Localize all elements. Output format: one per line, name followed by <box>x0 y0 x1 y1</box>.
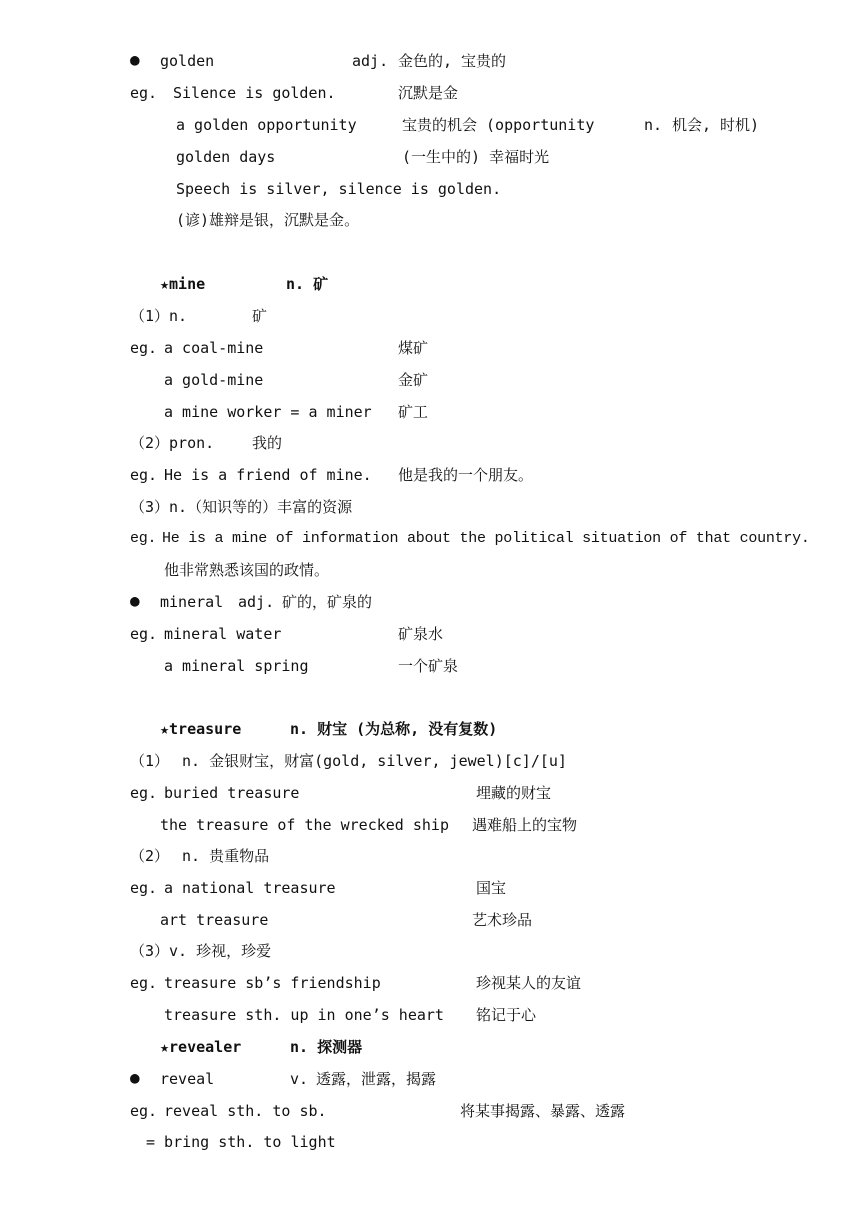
example-chinese: 将某事揭露、暴露、透露 <box>460 1102 626 1120</box>
example-chinese: 矿工 <box>398 403 429 421</box>
entry-word: reveal <box>160 1070 215 1088</box>
section-heading-meaning: n. 探测器 <box>290 1038 363 1056</box>
sense-label: （3）n.（知识等的）丰富的资源 <box>130 498 353 516</box>
sense-label: （2） <box>130 847 170 865</box>
section-heading: ★treasure <box>160 720 242 738</box>
sense-label: （3）v. 珍视，珍爱 <box>130 942 272 960</box>
example-english: a coal-mine <box>164 339 264 357</box>
eg-label: eg. <box>130 974 158 992</box>
example-chinese: (一生中的) 幸福时光 <box>402 148 550 166</box>
section-heading: ★revealer <box>160 1038 242 1056</box>
example-chinese: 一个矿泉 <box>398 657 459 675</box>
example-english: treasure sb’s friendship <box>164 974 381 992</box>
eg-label: eg. <box>130 879 158 897</box>
example-chinese: 煤矿 <box>398 339 429 357</box>
example-chinese: 他非常熟悉该国的政情。 <box>164 561 330 579</box>
eg-label: eg. <box>130 530 157 547</box>
section-heading-meaning: n. 财宝 (为总称, 没有复数) <box>290 720 498 738</box>
example-english: He is a friend of mine. <box>164 466 372 484</box>
example-english: a gold-mine <box>164 371 264 389</box>
example-english: a mine worker = a miner <box>164 403 372 421</box>
example-english: a national treasure <box>164 879 336 897</box>
sense-meaning: n. 贵重物品 <box>182 847 270 865</box>
example-english: the treasure of the wrecked ship <box>160 816 449 834</box>
part-of-speech: adj. <box>352 52 389 70</box>
entry-meaning: 矿的，矿泉的 <box>282 593 373 611</box>
note-meaning: 机会, 时机) <box>672 116 760 134</box>
entry-meaning: 透露，泄露，揭露 <box>316 1070 437 1088</box>
sense-label: （1）n. <box>130 307 188 325</box>
bullet: ● <box>130 50 140 69</box>
bullet: ● <box>130 591 140 610</box>
part-of-speech: v. <box>290 1070 309 1088</box>
example-chinese: 铭记于心 <box>476 1006 537 1024</box>
example-english: = bring sth. to light <box>146 1133 336 1151</box>
sense-meaning: 矿 <box>252 307 268 325</box>
eg-label: eg. <box>130 784 158 802</box>
example-english: Speech is silver, silence is golden. <box>176 180 502 198</box>
example-chinese: 国宝 <box>476 879 507 897</box>
example-chinese: 遇难船上的宝物 <box>472 816 578 834</box>
example-english: Silence is golden. <box>173 84 336 102</box>
section-heading-meaning: n. 矿 <box>286 275 329 293</box>
example-english: reveal sth. to sb. <box>164 1102 327 1120</box>
example-english: golden days <box>176 148 276 166</box>
example-chinese: 埋藏的财宝 <box>476 784 552 802</box>
example-chinese: 艺术珍品 <box>472 911 533 929</box>
example-chinese: 矿泉水 <box>398 625 444 643</box>
entry-meaning: 金色的, 宝贵的 <box>398 52 507 70</box>
example-english: art treasure <box>160 911 269 929</box>
example-english: a mineral spring <box>164 657 309 675</box>
eg-label: eg. <box>130 339 158 357</box>
sense-label: （2）pron. <box>130 434 215 452</box>
eg-label: eg. <box>130 466 158 484</box>
example-chinese: 宝贵的机会 (opportunity <box>402 116 595 134</box>
example-english: He is a mine of information about the political situation of that country. <box>162 530 810 547</box>
eg-label: eg. <box>130 84 158 102</box>
sense-meaning: 我的 <box>252 434 283 452</box>
eg-label: eg. <box>130 1102 158 1120</box>
entry-word: mineral <box>160 593 224 611</box>
example-chinese: 他是我的一个朋友。 <box>398 466 534 484</box>
bullet: ● <box>130 1068 140 1087</box>
eg-label: eg. <box>130 625 158 643</box>
example-chinese: (谚)雄辩是银，沉默是金。 <box>176 211 360 229</box>
note-part-of-speech: n. <box>644 116 663 134</box>
sense-label: （1） <box>130 752 170 770</box>
example-chinese: 珍视某人的友谊 <box>476 974 582 992</box>
entry-word: golden <box>160 52 215 70</box>
example-chinese: 沉默是金 <box>398 84 459 102</box>
example-english: mineral water <box>164 625 282 643</box>
sense-meaning: n. 金银财宝，财富(gold, silver, jewel)[c]/[u] <box>182 752 567 770</box>
example-english: a golden opportunity <box>176 116 357 134</box>
section-heading: ★mine <box>160 275 206 293</box>
part-of-speech: adj. <box>238 593 275 611</box>
example-english: treasure sth. up in one’s heart <box>164 1006 444 1024</box>
example-english: buried treasure <box>164 784 300 802</box>
example-chinese: 金矿 <box>398 371 429 389</box>
